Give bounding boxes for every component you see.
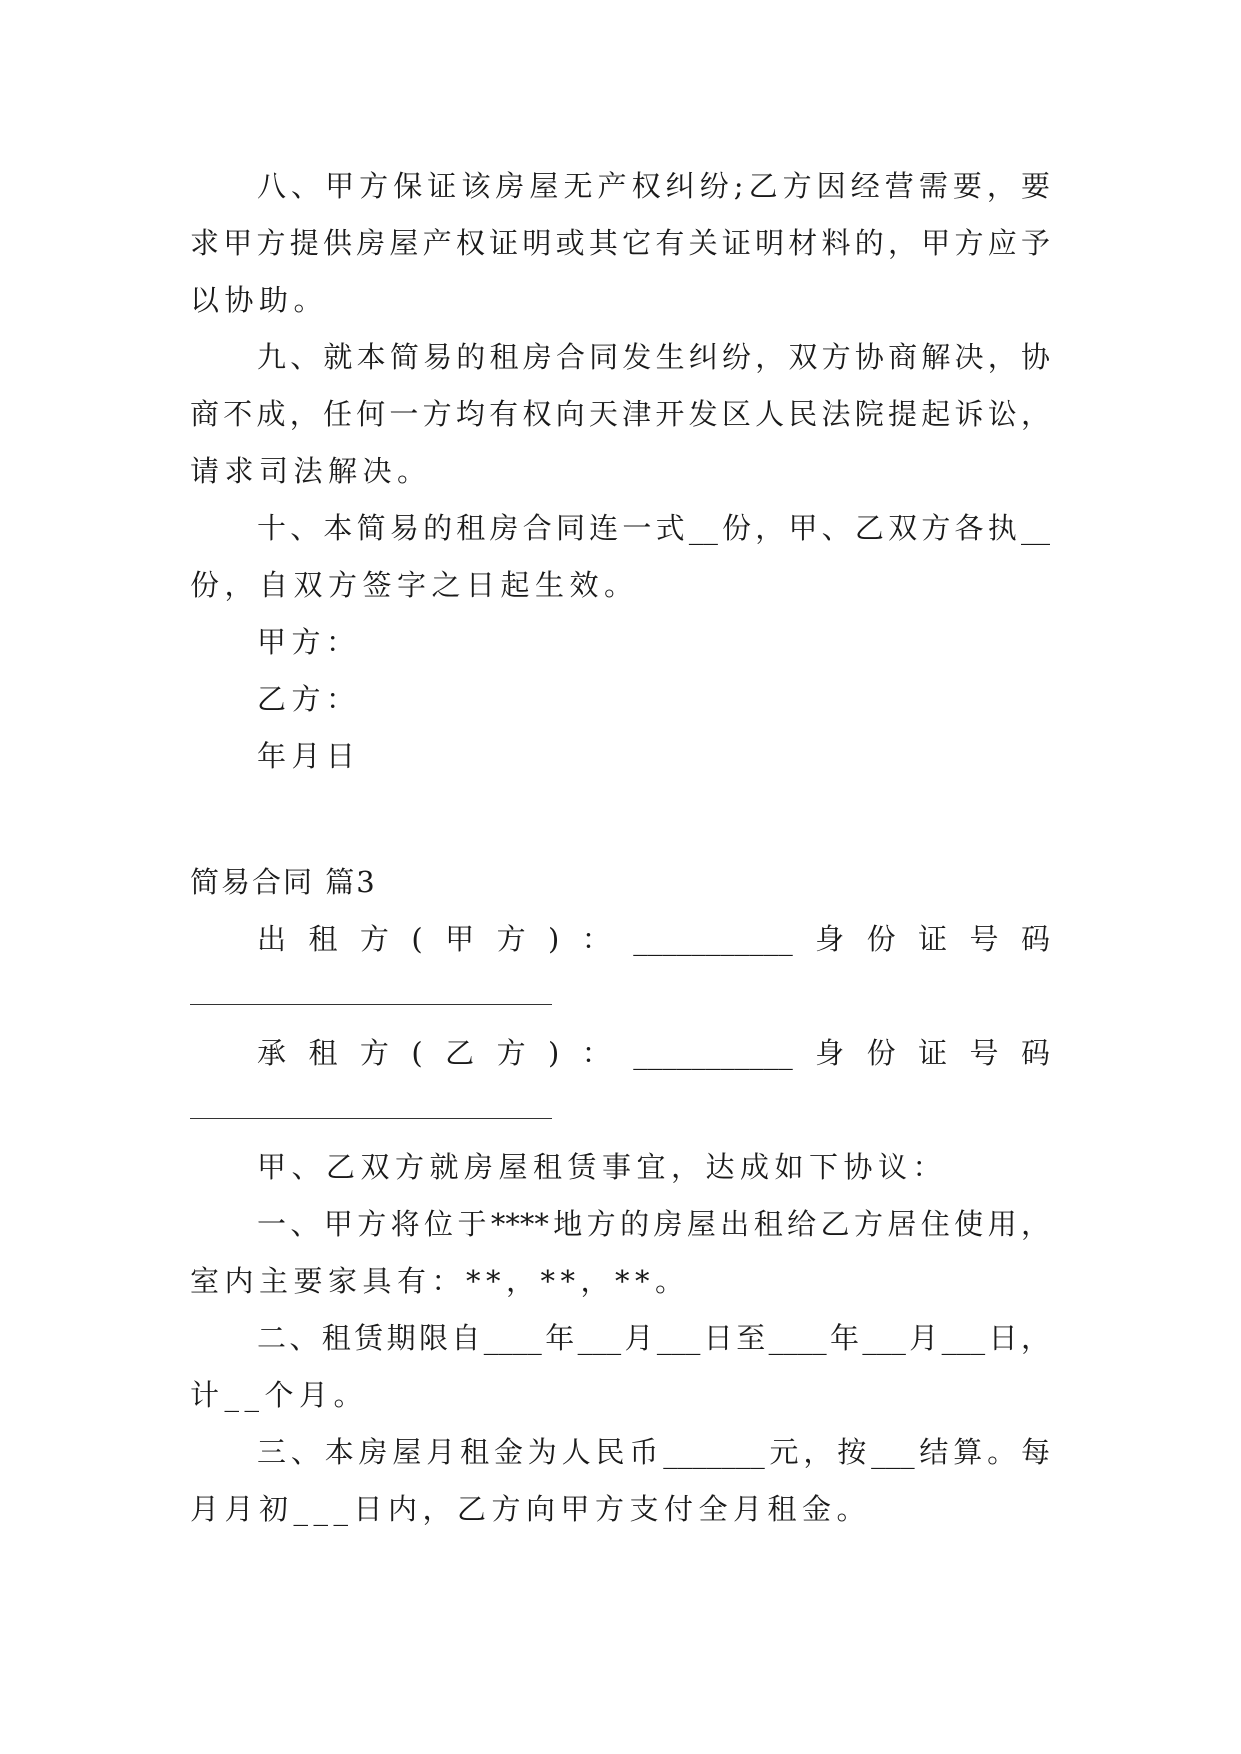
lessor-line: 出租方(甲方)：___________身份证号码 xyxy=(257,922,1050,956)
clause-3-line-2: 月月初___日内，乙方向甲方支付全月租金。 xyxy=(190,1492,872,1526)
lessee-id-blank xyxy=(190,1118,552,1119)
clause-10-line-1: 十、本简易的租房合同连一式__份，甲、乙双方各执__ xyxy=(257,511,1050,545)
clause-2-line-1: 二、租赁期限自____年___月___日至____年___月___日， xyxy=(257,1321,1050,1355)
party-b-signature-label: 乙方： xyxy=(257,682,361,716)
lessor-id-blank xyxy=(190,1004,552,1005)
clause-1-line-2: 室内主要家具有：**，**，**。 xyxy=(190,1264,690,1298)
clause-9-line-1: 九、就本简易的租房合同发生纠纷，双方协商解决，协 xyxy=(257,340,1050,374)
clause-10-line-2: 份，自双方签字之日起生效。 xyxy=(190,568,639,602)
clause-1-line-1: 一、甲方将位于****地方的房屋出租给乙方居住使用， xyxy=(257,1207,1050,1241)
clause-9-line-3: 请求司法解决。 xyxy=(190,454,432,488)
signature-date-label: 年月日 xyxy=(257,739,361,773)
clause-2-line-2: 计__个月。 xyxy=(190,1378,369,1412)
section-title: 简易合同 篇3 xyxy=(190,865,377,899)
clause-9-line-2: 商不成，任何一方均有权向天津开发区人民法院提起诉讼， xyxy=(190,397,1050,431)
party-a-signature-label: 甲方： xyxy=(257,625,361,659)
clause-8-line-1: 八、甲方保证该房屋无产权纠纷;乙方因经营需要，要 xyxy=(257,169,1050,203)
agreement-intro: 甲、乙双方就房屋租赁事宜，达成如下协议： xyxy=(257,1150,948,1184)
clause-8-line-2: 求甲方提供房屋产权证明或其它有关证明材料的，甲方应予 xyxy=(190,226,1050,260)
lessee-line: 承租方(乙方)：___________身份证号码 xyxy=(257,1036,1050,1070)
clause-8-line-3: 以协助。 xyxy=(190,283,329,317)
clause-3-line-1: 三、本房屋月租金为人民币_______元，按___结算。每 xyxy=(257,1435,1050,1469)
